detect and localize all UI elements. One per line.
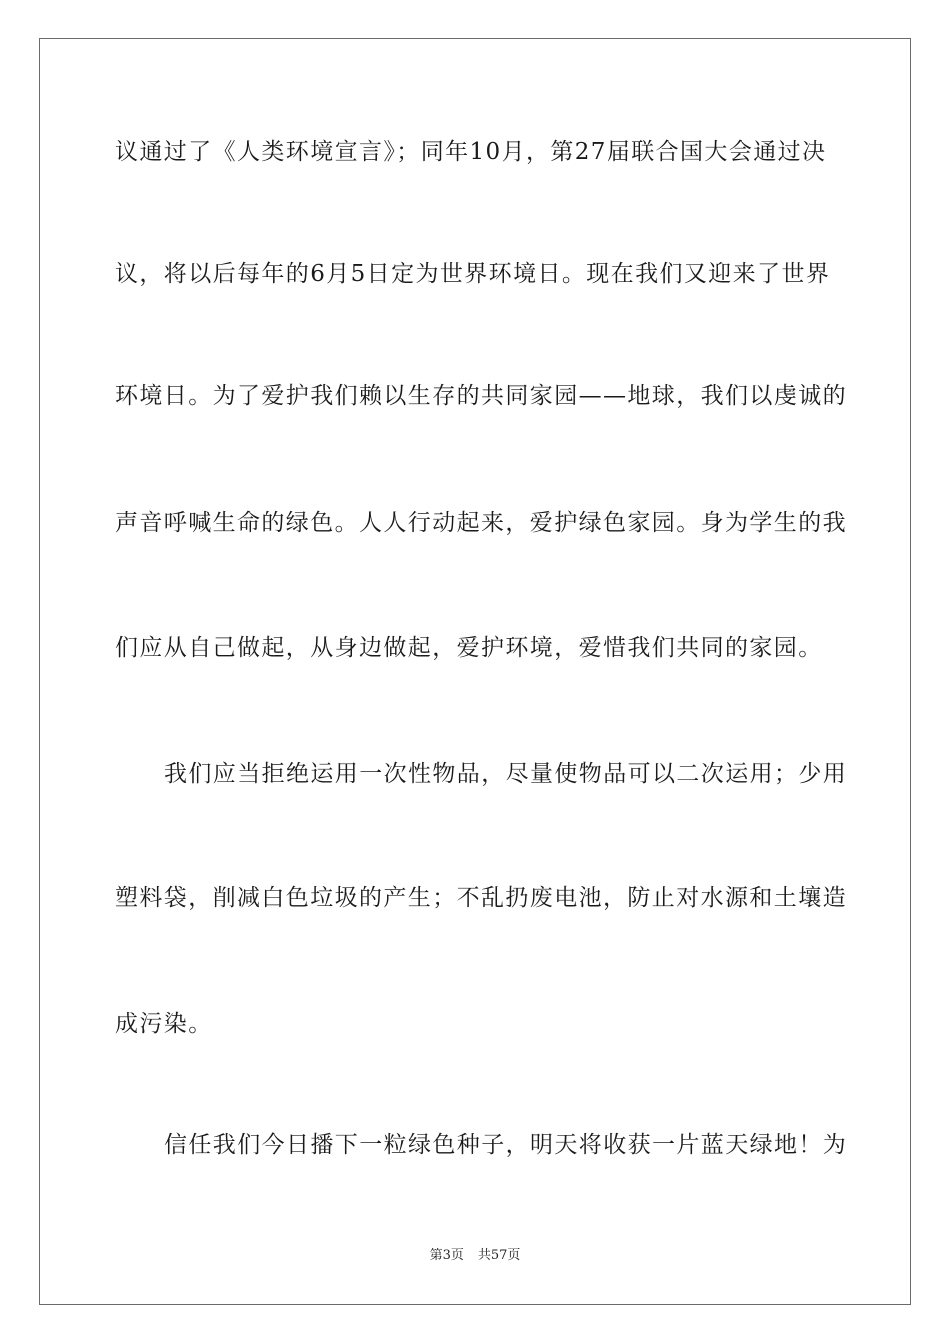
- page-border: [39, 38, 911, 1305]
- paragraph-first-line: 信任我们今日播下一粒绿色种子，明天将收获一片蓝天绿地！为: [164, 1132, 848, 1158]
- page-number: 第3页: [429, 1248, 464, 1263]
- text-line: 成污染。: [115, 1011, 213, 1037]
- text-line: 议，将以后每年的6月5日定为世界环境日。现在我们又迎来了世界: [115, 261, 831, 287]
- text-line: 声音呼喊生命的绿色。人人行动起来，爱护绿色家园。身为学生的我: [115, 510, 847, 536]
- page-total: 共57页: [477, 1248, 521, 1263]
- page-footer: [0, 1247, 950, 1265]
- text-line: 议通过了《人类环境宣言》；同年10月，第27届联合国大会通过决: [115, 139, 827, 165]
- text-line: 们应从自己做起，从身边做起，爱护环境，爱惜我们共同的家园。: [115, 635, 823, 661]
- text-line: 塑料袋，削减白色垃圾的产生；不乱扔废电池，防止对水源和土壤造: [115, 885, 847, 911]
- text-line: 环境日。为了爱护我们赖以生存的共同家园——地球，我们以虔诚的: [115, 383, 847, 409]
- paragraph-first-line: 我们应当拒绝运用一次性物品，尽量使物品可以二次运用；少用: [164, 761, 848, 787]
